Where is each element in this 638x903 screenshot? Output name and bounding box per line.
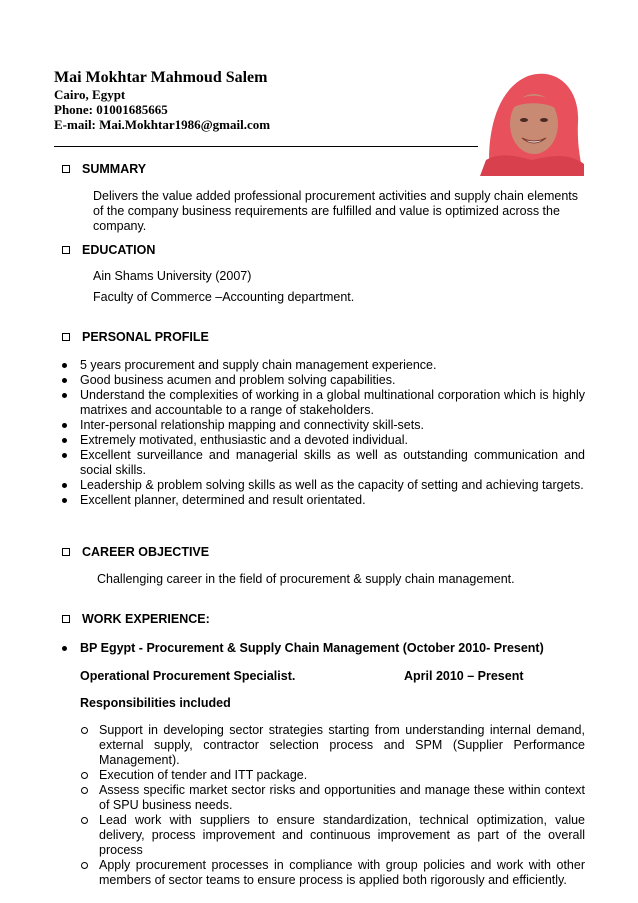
education-faculty: Faculty of Commerce –Accounting department. — [93, 290, 355, 304]
profile-photo — [480, 60, 584, 176]
summary-text: Delivers the value added professional procurement activities and supply chain elements of the company business requirements are fulfilled and value is optimized across the company. — [93, 189, 578, 233]
summary-heading: SUMMARY — [60, 162, 146, 176]
list-item: Lead work with suppliers to ensure standardization, technical optimization, value delivery, process improvement and continuous improvement as part of the overall process — [80, 813, 585, 858]
list-item: Inter-personal relationship mapping and connectivity skill-sets. — [62, 418, 585, 433]
work-role-dates: April 2010 – Present — [404, 669, 524, 683]
responsibilities-list — [80, 723, 585, 888]
list-item: Apply procurement processes in compliance with group policies and work with other members of sector teams to ensure process is applied both rigorously and efficiently. — [80, 858, 585, 888]
list-item: Extremely motivated, enthusiastic and a devoted individual. — [62, 433, 585, 448]
list-item: Good business acumen and problem solving capabilities. — [62, 373, 585, 388]
work-company: BP Egypt - Procurement & Supply Chain Management (October 2010- Present) — [80, 641, 544, 655]
education-university: Ain Shams University (2007) — [93, 269, 252, 283]
profile-heading: PERSONAL PROFILE — [60, 330, 209, 344]
header-rule — [54, 146, 478, 147]
objective-text: Challenging career in the field of procurement & supply chain management. — [97, 572, 515, 586]
profile-list — [62, 358, 585, 508]
checkbox-bullet-icon — [62, 246, 70, 254]
list-item: Excellent planner, determined and result orientated. — [62, 493, 585, 508]
checkbox-bullet-icon — [62, 615, 70, 623]
email: E-mail: Mai.Mokhtar1986@gmail.com — [54, 117, 271, 132]
bullet-icon — [62, 646, 67, 651]
list-item: Excellent surveillance and managerial skills as well as outstanding communication and social skills. — [62, 448, 585, 478]
candidate-name: Mai Mokhtar Mahmoud Salem — [54, 69, 268, 86]
location: Cairo, Egypt — [54, 87, 126, 102]
objective-heading: CAREER OBJECTIVE — [60, 545, 209, 559]
list-item: Support in developing sector strategies starting from understanding internal demand, external supply, contractor selection process and SPM (Supplier Performance Management). — [80, 723, 585, 768]
checkbox-bullet-icon — [62, 333, 70, 341]
checkbox-bullet-icon — [62, 165, 70, 173]
list-item: Leadership & problem solving skills as well as the capacity of setting and achieving targets. — [62, 478, 585, 493]
phone: Phone: 01001685665 — [54, 102, 168, 117]
list-item: Understand the complexities of working in a global multinational corporation which is highly matrixes and accountable to a range of stakeholders. — [62, 388, 585, 418]
list-item: Assess specific market sector risks and opportunities and manage these within context of SPU business needs. — [80, 783, 585, 813]
work-heading: WORK EXPERIENCE: — [60, 612, 210, 626]
checkbox-bullet-icon — [62, 548, 70, 556]
list-item: Execution of tender and ITT package. — [80, 768, 585, 783]
work-role: Operational Procurement Specialist. — [80, 669, 296, 683]
education-heading: EDUCATION — [60, 243, 155, 257]
list-item: 5 years procurement and supply chain management experience. — [62, 358, 585, 373]
responsibilities-heading: Responsibilities included — [80, 696, 231, 710]
